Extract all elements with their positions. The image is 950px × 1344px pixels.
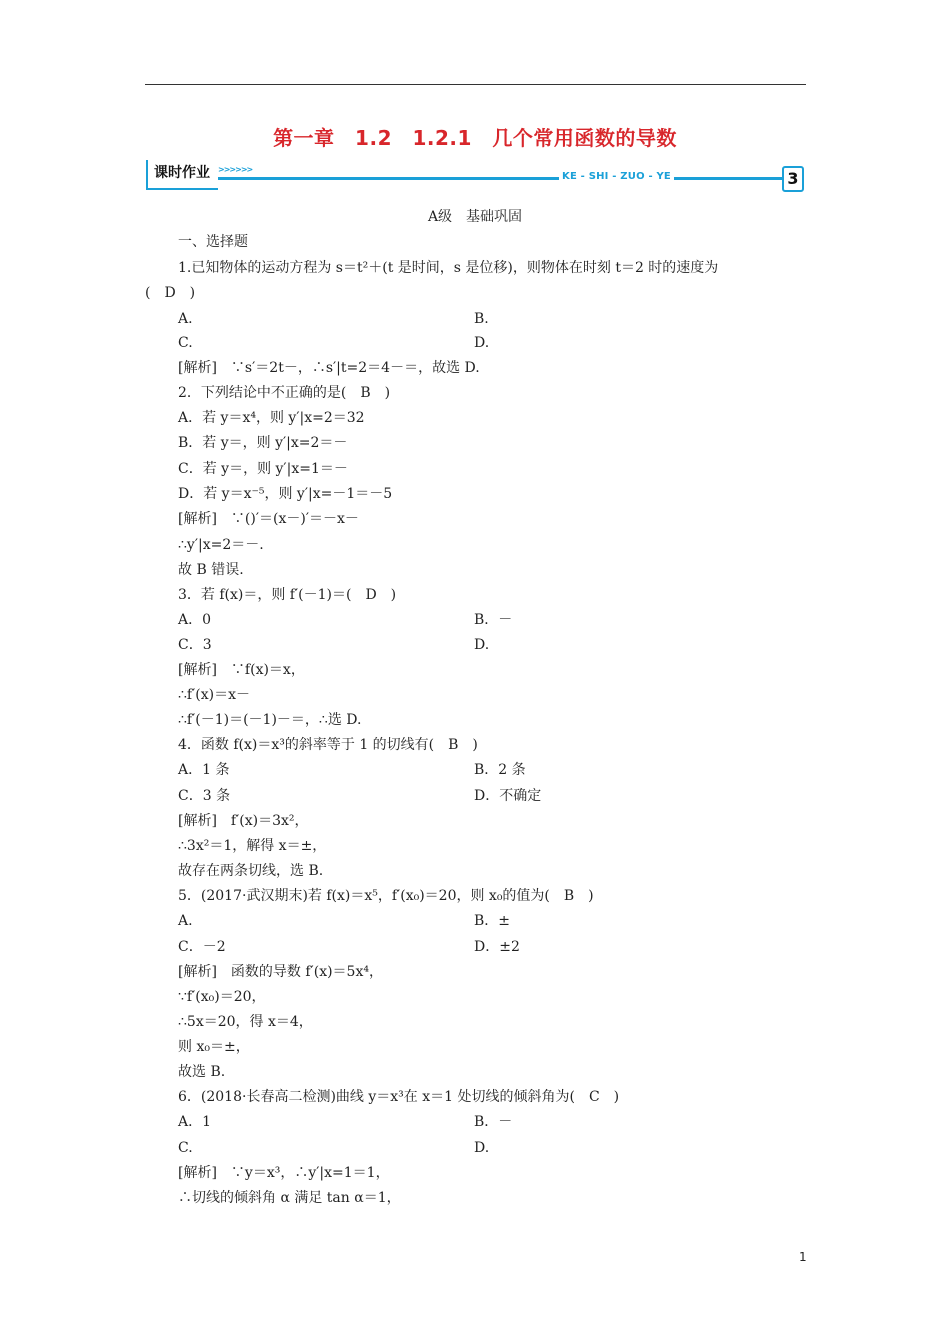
text-line: B．± bbox=[474, 913, 511, 929]
text-line: 则 x₀＝±， bbox=[178, 1039, 250, 1055]
text-line: 3．若 f(x)＝，则 f′(－1)＝( D ) bbox=[178, 587, 397, 603]
text-line: D. bbox=[474, 335, 490, 351]
text-line: C．－2 bbox=[178, 939, 226, 955]
text-line: ∴切线的倾斜角 α 满足 tan α＝1， bbox=[178, 1190, 401, 1206]
text-line: A. bbox=[178, 913, 193, 929]
text-line: B．－ bbox=[474, 612, 513, 628]
banner-number: 3 bbox=[782, 166, 804, 192]
text-line: B．2 条 bbox=[474, 762, 526, 778]
text-line: ( D ) bbox=[145, 285, 196, 301]
banner-tab: 课时作业 bbox=[146, 160, 218, 190]
text-line: 一、选择题 bbox=[178, 234, 248, 250]
text-line: A．1 条 bbox=[178, 762, 230, 778]
text-line: D．不确定 bbox=[474, 788, 542, 804]
homework-banner bbox=[146, 160, 806, 192]
banner-kicker: KE - SHI - ZUO - YE bbox=[559, 171, 674, 182]
text-line: ∴y′|x=2＝－. bbox=[178, 537, 264, 553]
text-line: ∴f′(x)＝x－ bbox=[178, 687, 250, 703]
text-line: A．若 y＝x⁴，则 y′|x=2＝32 bbox=[178, 410, 365, 426]
text-line: C．3 bbox=[178, 637, 212, 653]
text-line: [解析] ∵s′＝2t－，∴s′|t=2＝4－＝，故选 D. bbox=[178, 360, 480, 376]
chapter-title: 第一章 1.2 1.2.1 几个常用函数的导数 bbox=[273, 126, 677, 150]
text-line: 5．(2017·武汉期末)若 f(x)＝x⁵，f′(x₀)＝20，则 x₀的值为( B ) bbox=[178, 888, 594, 904]
text-line: 4．函数 f(x)＝x³的斜率等于 1 的切线有( B ) bbox=[178, 737, 478, 753]
text-line: [解析] f′(x)＝3x²， bbox=[178, 813, 309, 829]
text-line: B．－ bbox=[474, 1114, 513, 1130]
text-line: 故 B 错误. bbox=[178, 562, 244, 578]
level-heading: A级 基础巩固 bbox=[427, 209, 523, 225]
text-line: C．若 y＝，则 y′|x=1＝－ bbox=[178, 461, 348, 477]
text-line: 1.已知物体的运动方程为 s＝t²＋(t 是时间，s 是位移)，则物体在时刻 t＝2 时的速度为 bbox=[178, 260, 719, 276]
text-line: ∴f′(－1)＝(－1)－＝，∴选 D. bbox=[178, 712, 362, 728]
page-number: 1 bbox=[799, 1250, 807, 1264]
text-line: A．1 bbox=[178, 1114, 212, 1130]
text-line: D. bbox=[474, 637, 490, 653]
text-line: D．±2 bbox=[474, 939, 520, 955]
text-line: 2．下列结论中不正确的是( B ) bbox=[178, 385, 391, 401]
text-line: ∵f′(x₀)＝20， bbox=[178, 989, 266, 1005]
text-line: 故存在两条切线，选 B. bbox=[178, 863, 324, 879]
text-line: C．3 条 bbox=[178, 788, 231, 804]
text-line: C. bbox=[178, 1140, 193, 1156]
text-line: 6．(2018·长春高二检测)曲线 y＝x³在 x＝1 处切线的倾斜角为( C ) bbox=[178, 1089, 620, 1105]
text-line: A. bbox=[178, 311, 193, 327]
text-line: D．若 y＝x⁻⁵，则 y′|x=－1＝－5 bbox=[178, 486, 393, 502]
text-line: B. bbox=[474, 311, 489, 327]
text-line: [解析] ∵()′＝(x－)′＝－x－ bbox=[178, 511, 359, 527]
text-line: ∴3x²＝1，解得 x＝±， bbox=[178, 838, 327, 854]
text-line: [解析] ∵f(x)＝x， bbox=[178, 662, 305, 678]
text-line: B．若 y＝，则 y′|x=2＝－ bbox=[178, 435, 348, 451]
text-line: D. bbox=[474, 1140, 490, 1156]
banner-arrows: >>>>>> bbox=[218, 165, 253, 174]
text-line: ∴5x＝20，得 x＝4， bbox=[178, 1014, 313, 1030]
header-rule bbox=[145, 84, 806, 85]
text-line: C. bbox=[178, 335, 193, 351]
text-line: 故选 B. bbox=[178, 1064, 226, 1080]
text-line: A．0 bbox=[178, 612, 212, 628]
banner-line bbox=[218, 177, 782, 180]
text-line: [解析] ∵y＝x³，∴y′|x=1＝1， bbox=[178, 1165, 390, 1181]
text-line: [解析] 函数的导数 f′(x)＝5x⁴， bbox=[178, 964, 383, 980]
